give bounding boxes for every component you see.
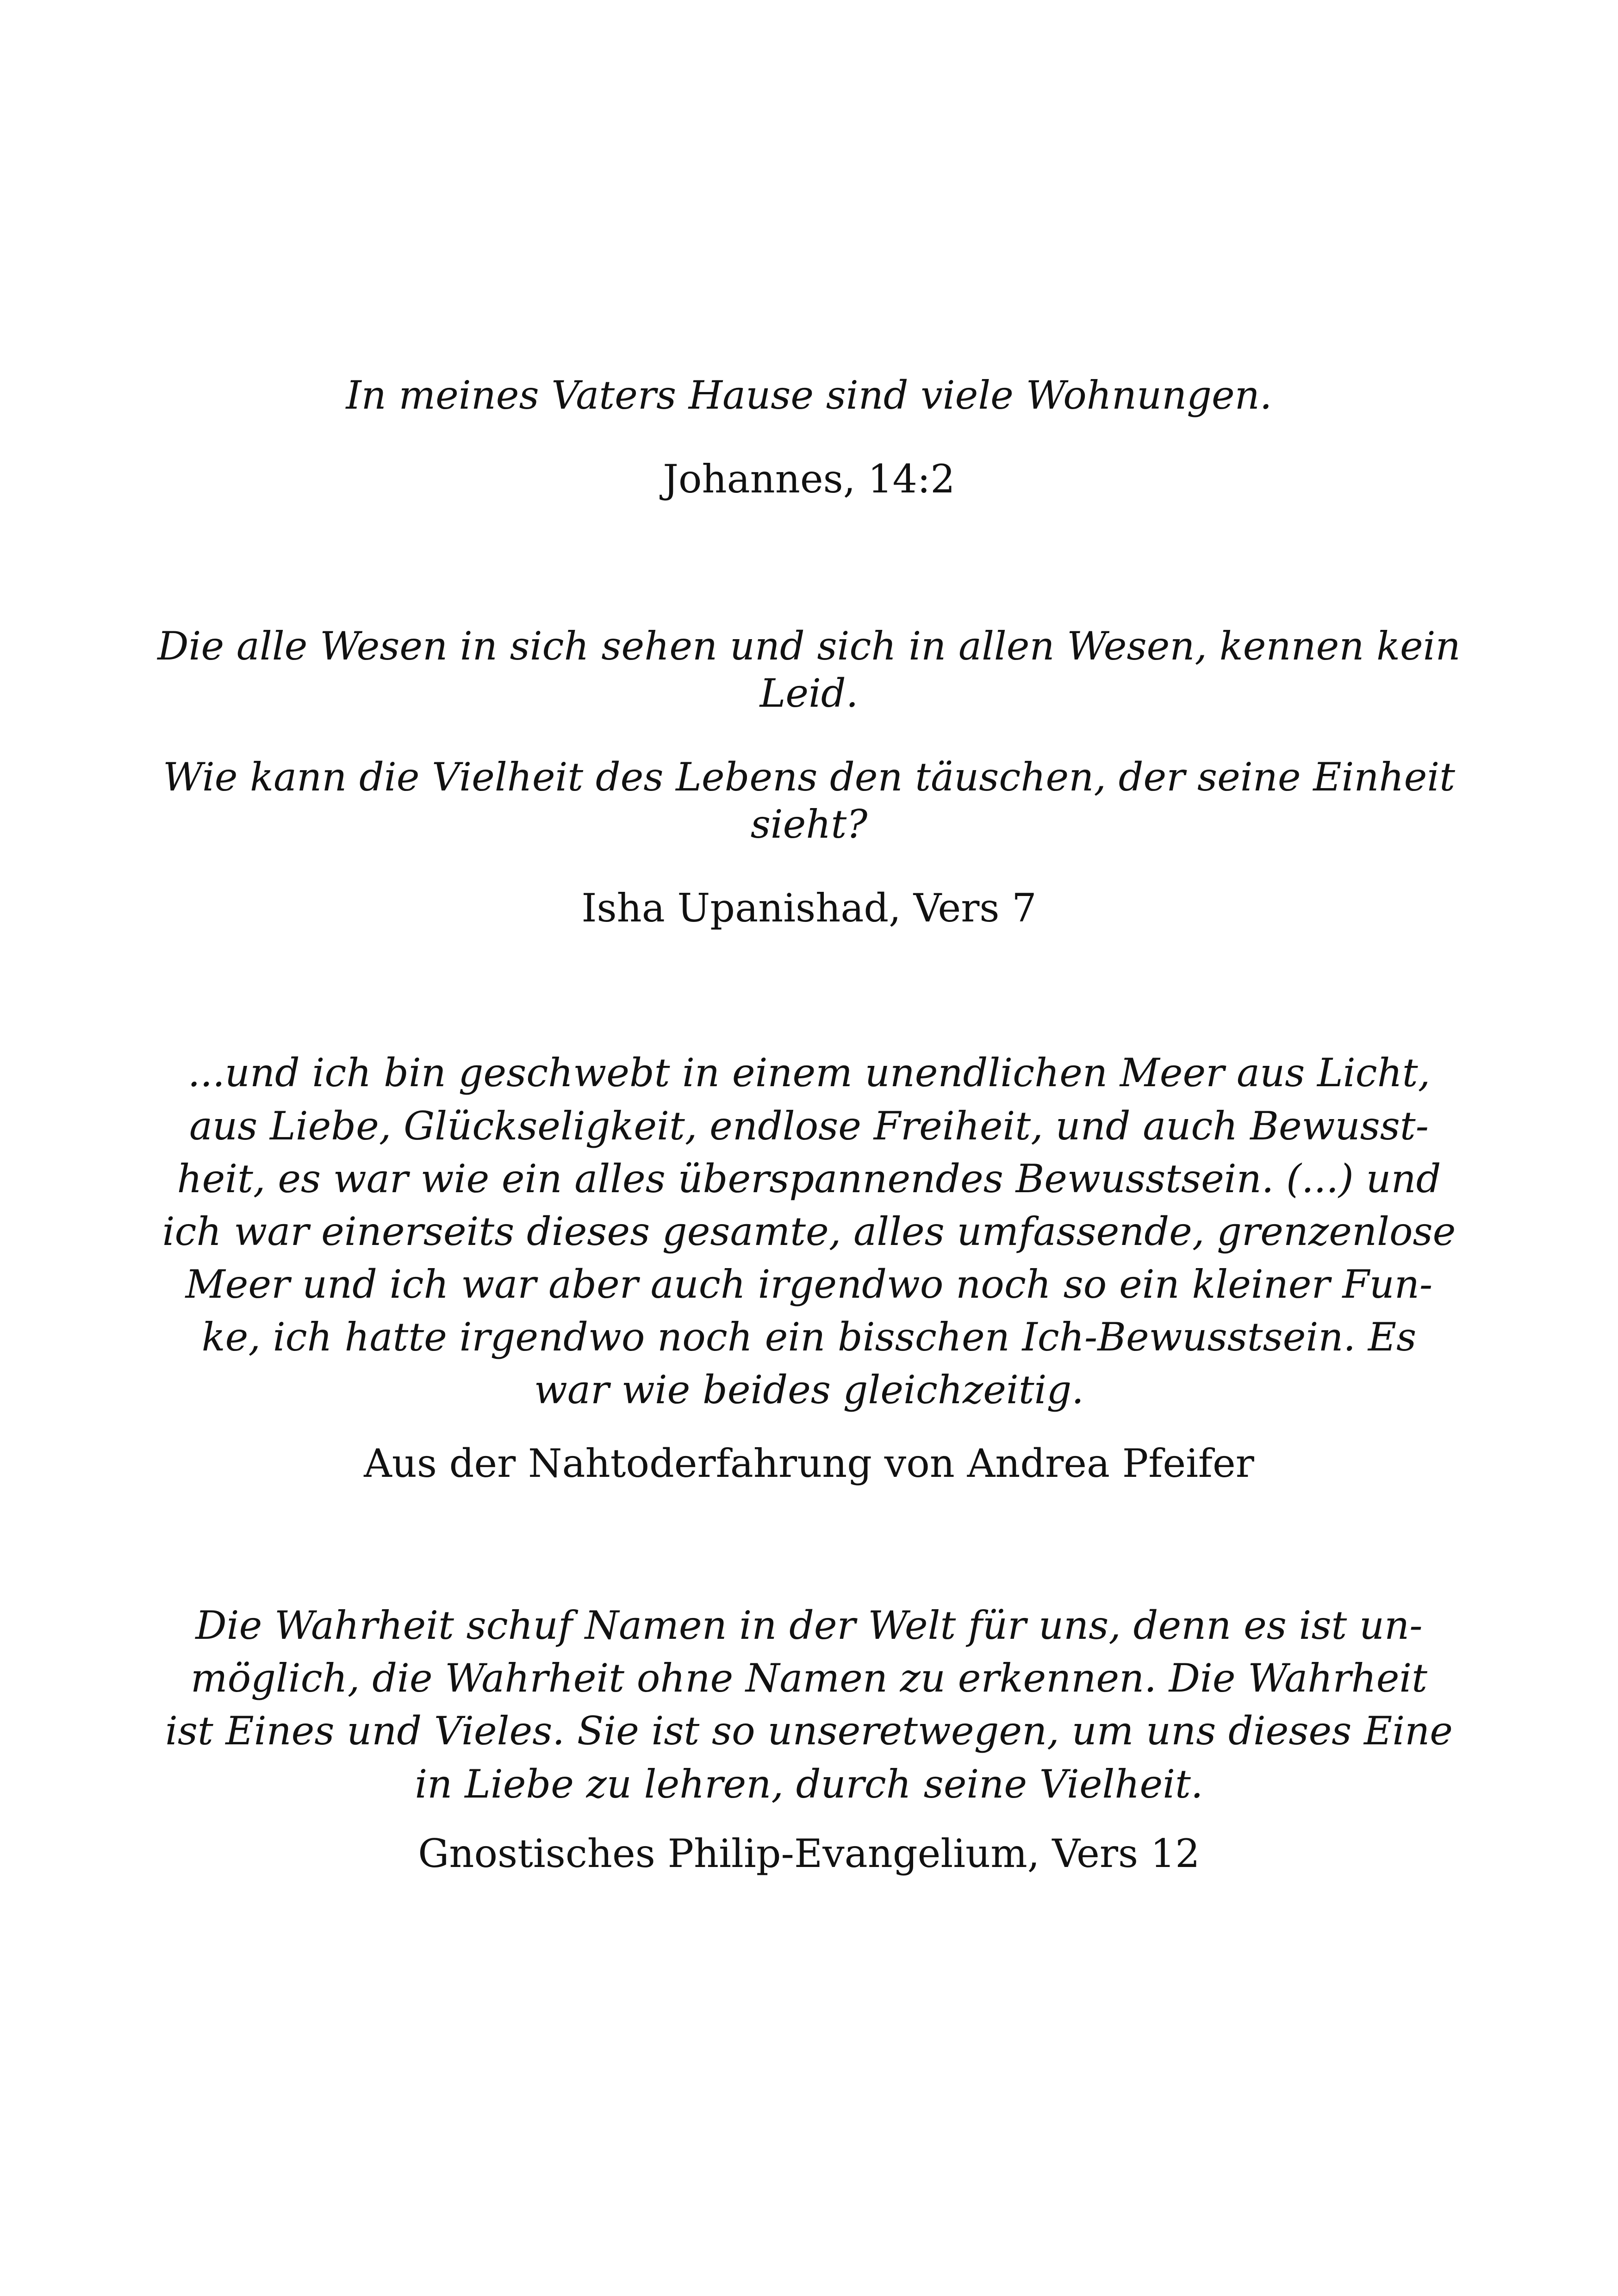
quote-2-line-2: Leid. xyxy=(759,671,859,716)
quote-2-line-3: Wie kann die Vielheit des Lebens den täuschen, der seine Einheit xyxy=(163,754,1455,800)
quote-3-line-5: Meer und ich war aber auch irgendwo noch so ein kleiner Fun- xyxy=(185,1262,1433,1307)
quote-3-line-4: ich war einerseits dieses gesamte, alles umfassende, grenzenlose xyxy=(162,1209,1456,1254)
quote-3-line-2: aus Liebe, Glückseligkeit, endlose Freiheit, und auch Bewusst- xyxy=(189,1103,1429,1149)
quote-3-line-7: war wie beides gleichzeitig. xyxy=(534,1367,1084,1412)
quote-2-source: Isha Upanishad, Vers 7 xyxy=(581,885,1037,931)
quote-3-source: Aus der Nahtoderfahrung von Andrea Pfeifer xyxy=(364,1441,1254,1486)
quote-3-line-1: ...und ich bin geschwebt in einem unendlichen Meer aus Licht, xyxy=(187,1050,1431,1095)
quote-2-line-1: Die alle Wesen in sich sehen und sich in allen Wesen, kennen kein xyxy=(157,623,1461,669)
quote-1-source: Johannes, 14:2 xyxy=(663,456,955,502)
quote-4-line-3: ist Eines und Vieles. Sie ist so unseretwegen, um uns dieses Eine xyxy=(165,1708,1453,1754)
quote-4-line-4: in Liebe zu lehren, durch seine Vielheit. xyxy=(415,1761,1203,1807)
quote-1-line-1: In meines Vaters Hause sind viele Wohnungen. xyxy=(346,373,1272,418)
quote-3-line-3: heit, es war wie ein alles überspannendes Bewusstsein. (...) und xyxy=(177,1156,1441,1201)
quote-4-source: Gnostisches Philip-Evangelium, Vers 12 xyxy=(418,1831,1200,1876)
quote-2-line-4: sieht? xyxy=(750,802,868,847)
quote-4-line-1: Die Wahrheit schuf Namen in der Welt für uns, denn es ist un- xyxy=(195,1603,1423,1648)
quote-4-line-2: möglich, die Wahrheit ohne Namen zu erkennen. Die Wahrheit xyxy=(190,1655,1428,1701)
quote-3-line-6: ke, ich hatte irgendwo noch ein bisschen Ich-Bewusstsein. Es xyxy=(201,1314,1417,1360)
